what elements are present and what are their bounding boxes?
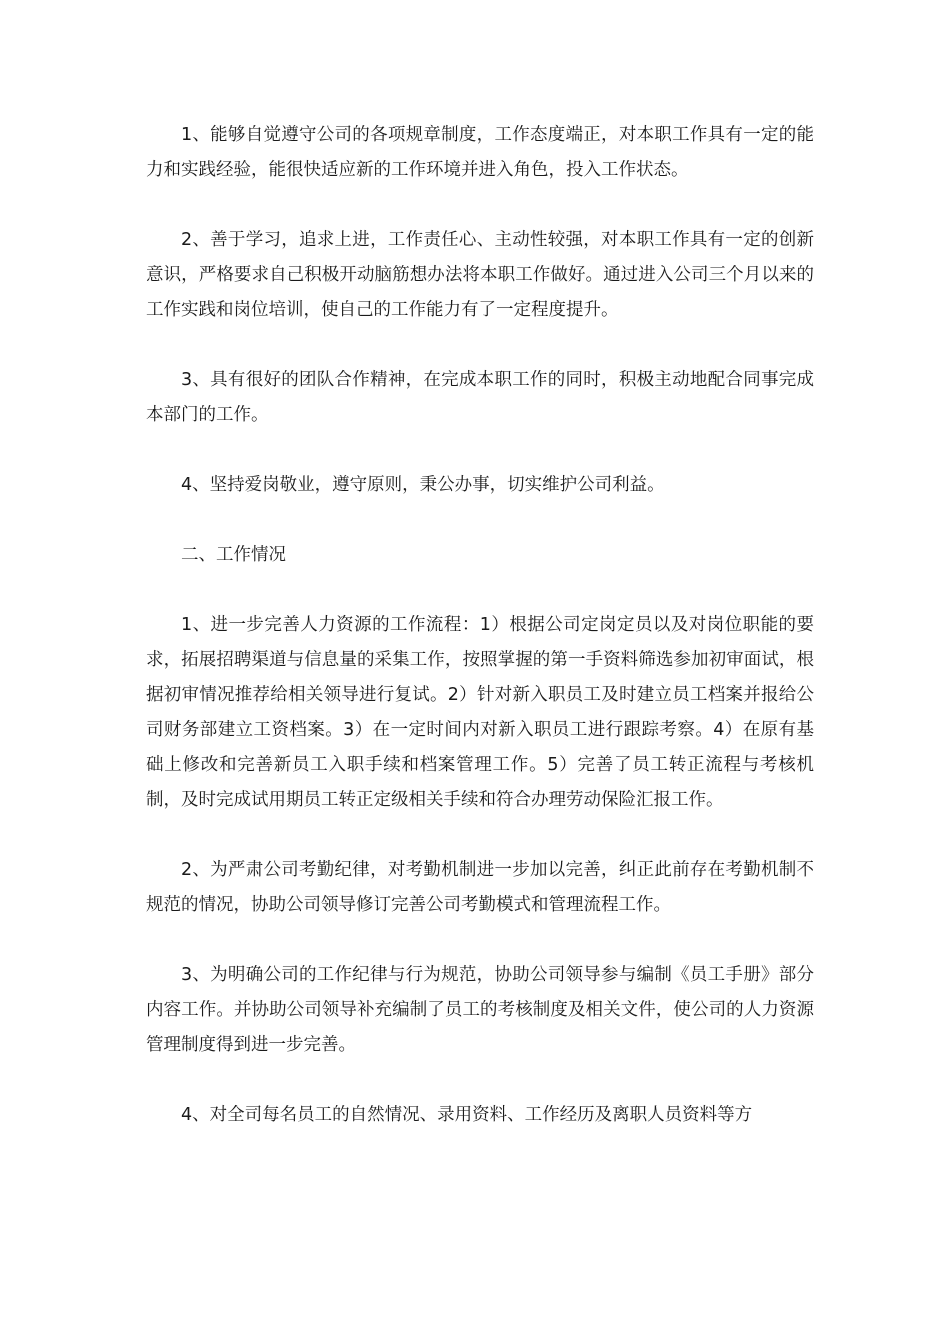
paragraph-employee-records: 4、对全司每名员工的自然情况、录用资料、工作经历及离职人员资料等方 [181,1105,753,1125]
paragraph-attitude: 1、能够自觉遵守公司的各项规章制度，工作态度端正，对本职工作具有一定的能力和实践经验，能很快适应新的工作环境并进入角色，投入工作状态。 [146,125,814,180]
section-heading-work-status: 二、工作情况 [181,545,286,565]
paragraph-dedication: 4、坚持爱岗敬业，遵守原则，秉公办事，切实维护公司利益。 [181,475,665,495]
paragraph-handbook: 3、为明确公司的工作纪律与行为规范，协助公司领导参与编制《员工手册》部分内容工作。并协助公司领导补充编制了员工的考核制度及相关文件，使公司的人力资源管理制度得到进一步完善。 [146,965,814,1055]
paragraph-attendance: 2、为严肃公司考勤纪律，对考勤机制进一步加以完善，纠正此前存在考勤机制不规范的情况，协助公司领导修订完善公司考勤模式和管理流程工作。 [146,860,814,915]
document-page [146,118,814,1168]
paragraph-teamwork: 3、具有很好的团队合作精神，在完成本职工作的同时，积极主动地配合同事完成本部门的工作。 [146,370,814,425]
paragraph-hr-workflow: 1、进一步完善人力资源的工作流程：1）根据公司定岗定员以及对岗位职能的要求，拓展招聘渠道与信息量的采集工作，按照掌握的第一手资料筛选参加初审面试，根据初审情况推荐给相关领导进行复试。2）针对新入职员工及时建立员工档案并报给公司财务部建立工资档案。3）在一定时间内对新入职员工进行跟踪考察。4）在原有基础上修改和完善新员工入职手续和档案管理工作。5）完善了员工转正流程与考核机制，及时完成试用期员工转正定级相关手续和符合办理劳动保险汇报工作。 [146,615,814,810]
paragraph-learning: 2、善于学习，追求上进，工作责任心、主动性较强，对本职工作具有一定的创新意识，严格要求自己积极开动脑筋想办法将本职工作做好。通过进入公司三个月以来的工作实践和岗位培训，使自己的工作能力有了一定程度提升。 [146,230,814,320]
